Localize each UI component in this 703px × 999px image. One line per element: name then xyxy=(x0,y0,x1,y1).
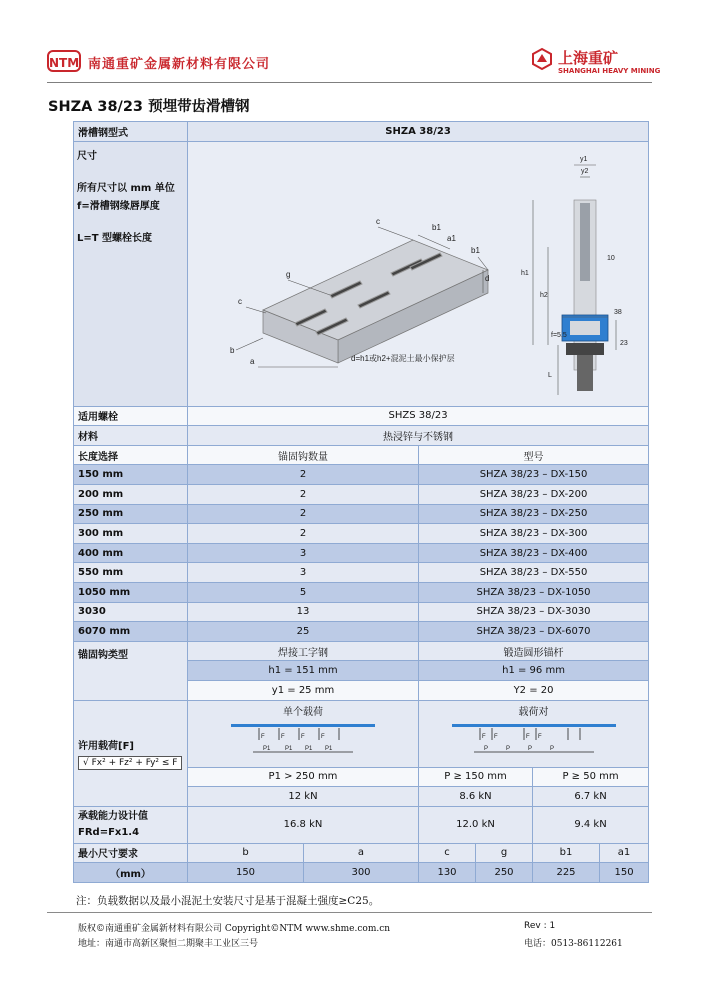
p-condition-2: P ≥ 50 mm xyxy=(533,767,649,787)
material-label: 材料 xyxy=(74,426,188,446)
concrete-block-isometric xyxy=(263,240,488,363)
dimensions-row xyxy=(74,141,649,406)
load-F-label: F xyxy=(321,733,325,740)
dim-label-f: f=5.5 xyxy=(551,331,567,339)
single-load-label: 单个载荷 xyxy=(283,706,323,718)
footer-revision: Rev : 1 xyxy=(524,921,556,931)
dim-label-b1: b1 xyxy=(432,222,441,232)
count-cell: 2 xyxy=(188,524,419,544)
min-header-cell: a xyxy=(304,843,419,863)
min-value-cell: 150 xyxy=(600,863,649,883)
count-cell: 2 xyxy=(188,504,419,524)
load-F-label: F xyxy=(525,733,530,740)
design-value-1: 16.8 kN xyxy=(188,806,419,843)
dim-label-10: 10 xyxy=(607,254,615,262)
length-cell: 1050 mm xyxy=(74,582,188,602)
channel-drawing xyxy=(188,145,646,403)
min-header-cell: b xyxy=(188,843,304,863)
table-row xyxy=(74,863,649,883)
load-F-label: F xyxy=(281,733,285,740)
pair-load-label: 载荷对 xyxy=(518,706,549,718)
footer-copyright: 版权©南通重矿金属新材料有限公司 Copyright©NTM www.shme.com.cn xyxy=(78,924,391,934)
load-P1-label: P1 xyxy=(305,745,313,752)
min-header-cell: b1 xyxy=(533,843,600,863)
dim-label-23: 23 xyxy=(620,339,628,347)
type-cell: SHZA 38/23 – DX-400 xyxy=(419,543,649,563)
load-F-label: F xyxy=(301,733,305,740)
table-row xyxy=(74,484,649,504)
bolt-label: 适用螺栓 xyxy=(74,406,188,426)
load-P-label: P xyxy=(527,745,532,752)
dimensions-label: 尺寸 xyxy=(77,150,97,162)
type-header: 型号 xyxy=(419,445,649,465)
length-label: 长度选择 xyxy=(74,445,188,465)
y2-forged: Y2 = 20 xyxy=(419,680,649,700)
load-F-label: F xyxy=(261,733,265,740)
table-row xyxy=(74,465,649,485)
footnote: 注：负载数据以及最小混泥土安装尺寸是基于混凝土强度≥C25。 xyxy=(76,895,380,907)
load-F-label: F xyxy=(493,733,498,740)
type-cell: SHZA 38/23 – DX-6070 xyxy=(419,622,649,642)
type-cell: SHZA 38/23 – DX-250 xyxy=(419,504,649,524)
dimensions-unit-note: 所有尺寸以 mm 单位 xyxy=(77,182,175,194)
table-row xyxy=(74,582,649,602)
dim-label-d: d xyxy=(485,273,490,283)
dim-label-c-left: c xyxy=(238,296,242,306)
bolt-value: SHZS 38/23 xyxy=(188,406,649,426)
design-formula: FRd=Fx1.4 xyxy=(78,826,140,838)
page-header xyxy=(0,0,703,90)
footer-phone: 电话：0513-86112261 xyxy=(524,939,623,949)
load-P1-label: P1 xyxy=(325,745,333,752)
count-cell: 2 xyxy=(188,465,419,485)
dimensions-lip-note: f=滑槽钢缘唇厚度 xyxy=(77,200,160,212)
load-value-1: 12 kN xyxy=(188,787,419,807)
min-unit: （mm） xyxy=(74,863,188,883)
dim-label-a: a xyxy=(250,356,255,366)
single-load-diagram xyxy=(223,718,383,762)
dimension-drawing-cell xyxy=(188,141,649,406)
type-cell: SHZA 38/23 – DX-1050 xyxy=(419,582,649,602)
load-P1-label: P1 xyxy=(285,745,293,752)
p1-condition: P1 > 250 mm xyxy=(188,767,419,787)
table-row xyxy=(74,843,649,863)
type-cell: SHZA 38/23 – DX-300 xyxy=(419,524,649,544)
p-condition-1: P ≥ 150 mm xyxy=(419,767,533,787)
load-P-label: P xyxy=(505,745,510,752)
dim-label-g: g xyxy=(286,269,291,279)
model-value: SHZA 38/23 xyxy=(188,122,649,142)
min-value-cell: 225 xyxy=(533,863,600,883)
design-value-2: 12.0 kN xyxy=(419,806,533,843)
model-label: 滑槽钢型式 xyxy=(74,122,188,142)
table-row xyxy=(74,563,649,583)
pair-load-cell xyxy=(419,700,649,767)
load-F-label: F xyxy=(481,733,486,740)
dim-label-h2: h2 xyxy=(540,291,548,299)
load-value-2: 8.6 kN xyxy=(419,787,533,807)
partner-name: 上海重矿 xyxy=(558,49,619,67)
header-divider xyxy=(47,82,652,83)
table-row xyxy=(74,406,649,426)
length-cell: 300 mm xyxy=(74,524,188,544)
table-row xyxy=(74,622,649,642)
footer-divider xyxy=(47,912,652,913)
drawing-caption: d=h1或h2+混泥土最小保护层 xyxy=(351,353,455,363)
length-cell: 6070 mm xyxy=(74,622,188,642)
pair-load-diagram xyxy=(444,718,624,762)
material-value: 热浸锌与不锈钢 xyxy=(188,426,649,446)
dim-label-y1: y1 xyxy=(580,155,588,163)
load-P-label: P xyxy=(549,745,554,752)
spec-table xyxy=(73,121,649,883)
channel-cross-section xyxy=(562,200,608,391)
table-row xyxy=(74,700,649,767)
ntm-logo: NTM xyxy=(47,50,81,72)
load-formula: √ Fx² + Fz² + Fy² ≤ F xyxy=(78,756,182,770)
load-value-3: 6.7 kN xyxy=(533,787,649,807)
load-P-label: P xyxy=(483,745,488,752)
table-row xyxy=(74,543,649,563)
min-header-cell: c xyxy=(419,843,476,863)
page-title: SHZA 38/23 预埋带齿滑槽钢 xyxy=(48,99,250,115)
table-row xyxy=(74,602,649,622)
dim-label-h1: h1 xyxy=(521,269,529,277)
count-cell: 2 xyxy=(188,484,419,504)
h1-welded: h1 = 151 mm xyxy=(188,661,419,681)
count-cell: 3 xyxy=(188,543,419,563)
length-cell: 250 mm xyxy=(74,504,188,524)
min-label: 最小尺寸要求 xyxy=(74,843,188,863)
length-cell: 3030 xyxy=(74,602,188,622)
footer-address: 地址：南通市高新区聚恒二期聚丰工业区三号 xyxy=(78,939,259,949)
design-label: 承载能力设计值 xyxy=(78,810,148,822)
anchor-type-label: 锚固钩类型 xyxy=(74,641,188,700)
type-cell: SHZA 38/23 – DX-200 xyxy=(419,484,649,504)
count-cell: 25 xyxy=(188,622,419,642)
length-cell: 400 mm xyxy=(74,543,188,563)
length-cell: 200 mm xyxy=(74,484,188,504)
type-cell: SHZA 38/23 – DX-3030 xyxy=(419,602,649,622)
dim-label-y2: y2 xyxy=(581,167,589,175)
min-header-cell: a1 xyxy=(600,843,649,863)
h1-forged: h1 = 96 mm xyxy=(419,661,649,681)
load-label: 许用载荷[F] xyxy=(78,740,134,752)
dimensions-bolt-note: L=T 型螺栓长度 xyxy=(77,232,153,244)
y1-welded: y1 = 25 mm xyxy=(188,680,419,700)
load-F-label: F xyxy=(537,733,542,740)
table-row xyxy=(74,426,649,446)
dimensions-label-cell xyxy=(74,141,188,406)
anchor-type-welded: 焊接工字钢 xyxy=(188,641,419,661)
min-header-cell: g xyxy=(476,843,533,863)
count-cell: 3 xyxy=(188,563,419,583)
type-cell: SHZA 38/23 – DX-550 xyxy=(419,563,649,583)
partner-name-en: SHANGHAI HEAVY MINING xyxy=(558,67,661,75)
company-name: 南通重矿金属新材料有限公司 xyxy=(88,57,271,72)
table-row xyxy=(74,122,649,142)
dim-label-38: 38 xyxy=(614,308,622,316)
dim-label-a1: a1 xyxy=(447,233,456,243)
anchor-type-forged: 锻造圆形锚杆 xyxy=(419,641,649,661)
load-P1-label: P1 xyxy=(263,745,271,752)
table-row xyxy=(74,524,649,544)
single-load-cell xyxy=(188,700,419,767)
type-cell: SHZA 38/23 – DX-150 xyxy=(419,465,649,485)
design-label-cell xyxy=(74,806,188,843)
dim-label-b1-side: b1 xyxy=(471,245,480,255)
min-value-cell: 150 xyxy=(188,863,304,883)
design-value-3: 9.4 kN xyxy=(533,806,649,843)
length-cell: 550 mm xyxy=(74,563,188,583)
count-cell: 5 xyxy=(188,582,419,602)
load-label-cell xyxy=(74,700,188,806)
table-row xyxy=(74,504,649,524)
min-value-cell: 250 xyxy=(476,863,533,883)
length-cell: 150 mm xyxy=(74,465,188,485)
table-row xyxy=(74,641,649,661)
dim-label-c-top: c xyxy=(376,216,380,226)
shanghai-heavy-mining-logo-icon xyxy=(530,47,554,71)
min-value-cell: 130 xyxy=(419,863,476,883)
min-value-cell: 300 xyxy=(304,863,419,883)
count-cell: 13 xyxy=(188,602,419,622)
dim-label-b: b xyxy=(230,345,235,355)
table-row xyxy=(74,445,649,465)
dim-label-L: L xyxy=(548,371,552,379)
anchor-count-header: 锚固钩数量 xyxy=(188,445,419,465)
table-row xyxy=(74,806,649,843)
